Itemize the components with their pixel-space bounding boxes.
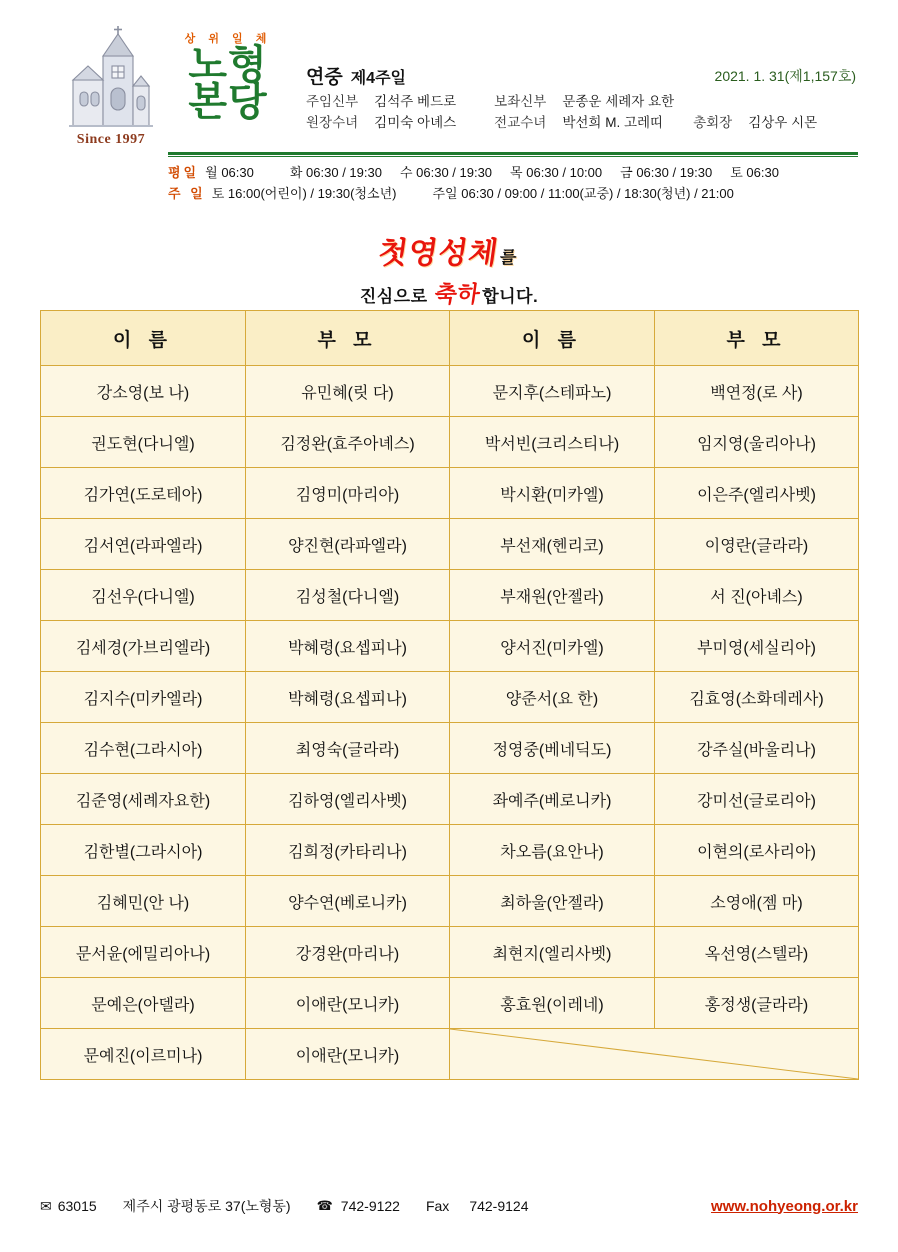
liturgical-season <box>306 62 406 89</box>
cell-name: 박시환(미카엘) <box>450 468 655 519</box>
cell-name: 박서빈(크리스티나) <box>450 417 655 468</box>
banner-sub-prefix: 진심으로 <box>359 287 428 306</box>
saturday-vigil-day: 토 <box>211 186 225 202</box>
cell-name: 김가연(도로테아) <box>41 468 246 519</box>
parish-name-line1: 노형 <box>188 43 268 87</box>
cell-name: 김선우(다니엘) <box>41 570 246 621</box>
staff-name-missionary: 박선희 M. 고레띠 <box>562 114 664 130</box>
parish-logo <box>56 26 166 148</box>
season-label: 연중 <box>306 67 343 88</box>
telephone-icon: ☎ <box>316 1198 333 1213</box>
weekday-thu-day: 목 <box>510 165 523 180</box>
cell-parent: 김성철(다니엘) <box>246 570 450 621</box>
parish-tagline: 상 위 일 체 <box>184 33 272 45</box>
empty-cell-strikethrough <box>450 1029 859 1080</box>
cell-parent: 김정완(효주아녜스) <box>246 417 450 468</box>
staff-role-superior: 원장수녀 <box>306 114 359 130</box>
cell-parent: 이영란(글라라) <box>655 519 859 570</box>
weekday-fri-day: 금 <box>620 165 633 180</box>
cell-parent: 홍정생(글라라) <box>655 978 859 1029</box>
cell-name: 최하울(안젤라) <box>450 876 655 927</box>
cell-parent: 옥선영(스텔라) <box>655 927 859 978</box>
column-header-parent-left: 부 모 <box>246 311 450 366</box>
weekday-tue-day: 화 <box>289 165 303 180</box>
cell-parent: 김희정(카타리나) <box>246 825 450 876</box>
cell-name: 정영중(베네딕도) <box>450 723 655 774</box>
sunday-times: 06:30 / 09:00 / 11:00(교중) / 18:30(청년) / 21:00 <box>461 186 734 202</box>
cell-name: 좌예주(베로니카) <box>450 774 655 825</box>
fax-label: Fax <box>425 1198 450 1214</box>
staff-role-associate: 보좌신부 <box>494 94 547 109</box>
cell-name: 김수현(그라시아) <box>41 723 246 774</box>
postal-code: 63015 <box>57 1198 97 1214</box>
cell-name: 부재원(안젤라) <box>450 570 655 621</box>
weekday-mon-day: 월 <box>205 165 218 180</box>
table-row <box>41 1029 859 1080</box>
cell-parent: 양수연(베로니카) <box>246 876 450 927</box>
weekday-thu-times: 06:30 / 10:00 <box>526 165 603 180</box>
staff-name-associate: 문종운 세례자 요한 <box>562 94 675 109</box>
table-row <box>41 876 859 927</box>
banner-subtitle <box>0 276 898 309</box>
saturday-vigil-times: 16:00(어린이) / 19:30(청소년) <box>227 186 397 202</box>
cell-name: 양준서(요 한) <box>450 672 655 723</box>
cell-name: 권도현(다니엘) <box>41 417 246 468</box>
mass-sunday-row <box>168 183 858 204</box>
congratulations-banner <box>0 228 898 307</box>
banner-sub-suffix: 합니다. <box>482 287 539 306</box>
cell-parent: 소영애(젬 마) <box>655 876 859 927</box>
cell-parent: 최영숙(글라라) <box>246 723 450 774</box>
cell-parent: 임지영(울리아나) <box>655 417 859 468</box>
cell-parent: 이은주(엘리사벳) <box>655 468 859 519</box>
cell-name: 최현지(엘리사벳) <box>450 927 655 978</box>
table-header-row <box>41 311 859 366</box>
staff-name-superior: 김미숙 아녜스 <box>374 114 457 130</box>
cell-name: 강소영(보 나) <box>41 366 246 417</box>
issue-date: 2021. 1. 31(제1,157호) <box>714 68 856 84</box>
cell-parent: 강경완(마리나) <box>246 927 450 978</box>
staff-list <box>306 92 858 134</box>
cell-name: 문서윤(에밀리아나) <box>41 927 246 978</box>
column-header-name-left: 이 름 <box>41 311 246 366</box>
cell-name: 문지후(스테파노) <box>450 366 655 417</box>
sunday-label: 주 일 <box>168 186 206 202</box>
cell-name: 홍효원(이레네) <box>450 978 655 1029</box>
header-divider-thin <box>168 156 858 157</box>
parish-name-line2: 본당 <box>188 79 268 124</box>
bulletin-header <box>0 0 898 202</box>
cell-parent: 강주실(바울리나) <box>655 723 859 774</box>
cell-parent: 백연정(로 사) <box>655 366 859 417</box>
banner-title-highlight: 첫영성체 <box>376 237 502 270</box>
banner-sub-highlight: 축하 <box>432 281 482 307</box>
week-label: 제4주일 <box>350 70 406 87</box>
weekday-wed-times: 06:30 / 19:30 <box>416 165 493 180</box>
staff-role-pastor: 주임신부 <box>306 94 359 109</box>
table-row <box>41 621 859 672</box>
church-building-icon <box>65 26 157 130</box>
staff-name-pastor: 김석주 베드로 <box>374 94 457 109</box>
cell-parent: 유민혜(릿 다) <box>246 366 450 417</box>
since-label: Since 1997 <box>76 132 146 147</box>
table-row <box>41 672 859 723</box>
cell-name: 김혜민(안 나) <box>41 876 246 927</box>
staff-name-president: 김상우 시몬 <box>748 114 818 130</box>
cell-name: 부선재(헨리코) <box>450 519 655 570</box>
staff-role-missionary: 전교수녀 <box>494 114 547 130</box>
parish-name <box>168 43 288 124</box>
column-header-name-right: 이 름 <box>450 311 655 366</box>
table-row <box>41 417 859 468</box>
header-divider <box>168 152 858 155</box>
cell-parent: 이현의(로사리아) <box>655 825 859 876</box>
table-body <box>41 366 859 1080</box>
cell-name: 김서연(라파엘라) <box>41 519 246 570</box>
weekday-sat-times: 06:30 <box>746 165 779 180</box>
cell-parent: 김효영(소화데레사) <box>655 672 859 723</box>
cell-parent: 양진현(라파엘라) <box>246 519 450 570</box>
cell-name: 김지수(미카엘라) <box>41 672 246 723</box>
bulletin-footer <box>40 1196 858 1216</box>
cell-name: 문예은(아델라) <box>41 978 246 1029</box>
cell-name: 문예진(이르미나) <box>41 1029 246 1080</box>
table-row <box>41 723 859 774</box>
cell-parent: 이애란(모니카) <box>246 1029 450 1080</box>
staff-row-1 <box>306 92 858 113</box>
sunday-day: 주일 <box>432 186 458 202</box>
weekday-mon-times: 06:30 <box>221 165 254 180</box>
table-row <box>41 774 859 825</box>
cell-name: 차오름(요안나) <box>450 825 655 876</box>
staff-row-2 <box>306 113 858 134</box>
table-row <box>41 366 859 417</box>
cell-parent: 이애란(모니카) <box>246 978 450 1029</box>
table-row <box>41 468 859 519</box>
cell-parent: 서 진(아녜스) <box>655 570 859 621</box>
weekday-fri-times: 06:30 / 19:30 <box>636 165 713 180</box>
cell-name: 양서진(미카엘) <box>450 621 655 672</box>
table-row <box>41 927 859 978</box>
table-row <box>41 519 859 570</box>
column-header-parent-right: 부 모 <box>655 311 859 366</box>
banner-title-suffix: 를 <box>498 248 519 267</box>
cell-name: 김세경(가브리엘라) <box>41 621 246 672</box>
parish-title <box>168 30 288 124</box>
cell-parent: 김영미(마리아) <box>246 468 450 519</box>
cell-parent: 박혜령(요셉피나) <box>246 621 450 672</box>
weekday-tue-times: 06:30 / 19:30 <box>306 165 382 180</box>
table-row <box>41 570 859 621</box>
cell-parent: 부미영(세실리아) <box>655 621 859 672</box>
cell-parent: 박혜령(요셉피나) <box>246 672 450 723</box>
weekday-wed-day: 수 <box>399 165 413 180</box>
banner-title <box>376 228 522 272</box>
first-communion-table-wrap <box>40 310 858 1080</box>
phone-number: 742-9122 <box>340 1198 400 1214</box>
cell-name: 김한별(그라시아) <box>41 825 246 876</box>
cell-parent: 강미선(글로리아) <box>655 774 859 825</box>
mass-weekday-row <box>168 162 858 183</box>
cell-parent: 김하영(엘리사벳) <box>246 774 450 825</box>
parish-address: 제주시 광평동로 37(노형동) <box>122 1198 291 1214</box>
first-communion-table <box>40 310 859 1080</box>
cell-name: 김준영(세례자요한) <box>41 774 246 825</box>
mass-schedule <box>168 162 858 205</box>
parish-website-link[interactable]: www.nohyeong.or.kr <box>711 1197 858 1215</box>
table-row <box>41 978 859 1029</box>
staff-role-president: 총회장 <box>693 114 733 130</box>
fax-number: 742-9124 <box>469 1198 529 1214</box>
table-row <box>41 825 859 876</box>
weekday-label: 평일 <box>168 165 200 180</box>
weekday-sat-day: 토 <box>730 165 743 180</box>
postal-mark-icon: ✉ <box>40 1197 52 1214</box>
